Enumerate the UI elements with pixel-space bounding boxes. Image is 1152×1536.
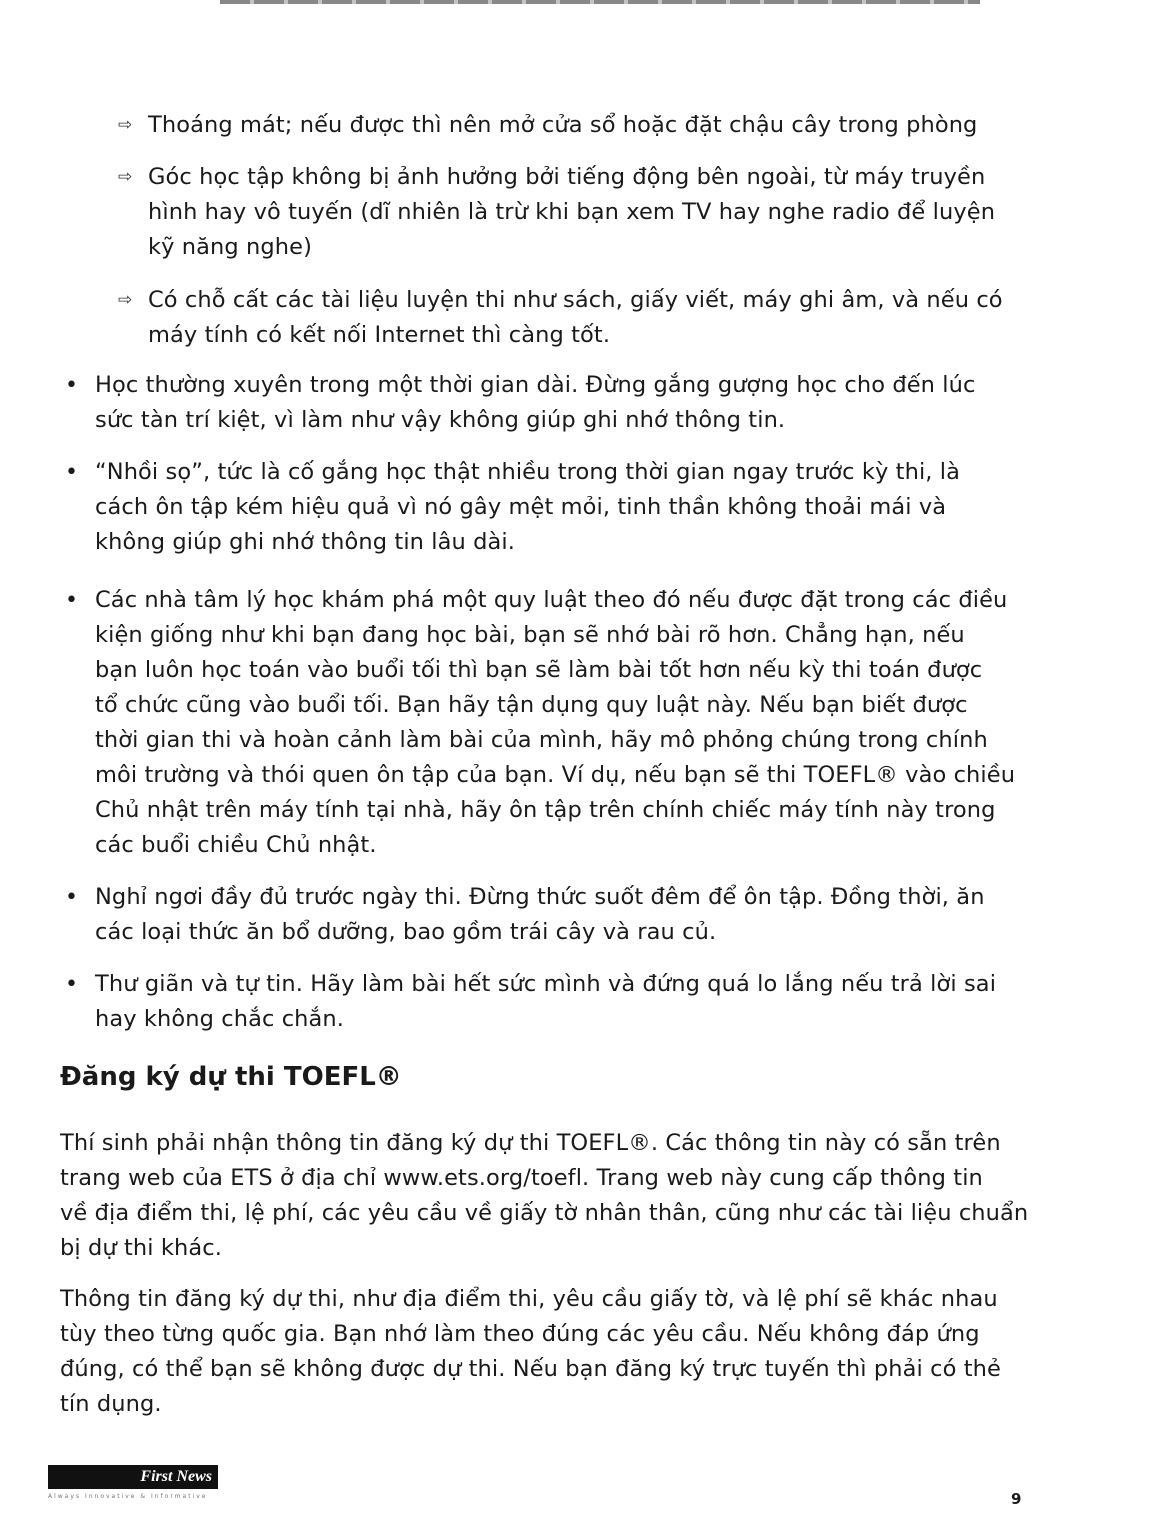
text-line: kiện giống như khi bạn đang học bài, bạn sẽ nhớ bài rõ hơn. Chẳng hạn, nếu [95,622,965,648]
text-line: hình hay vô tuyến (dĩ nhiên là trừ khi bạn xem TV hay nghe radio để luyện [148,199,996,225]
arrow-bullet-icon: ⇨ [118,115,133,135]
bullet-item [65,967,997,1037]
bullet-icon: • [65,460,79,485]
bullet-item [65,583,1016,863]
sub-bullet-item [118,160,996,265]
text-line: Có chỗ cất các tài liệu luyện thi như sách, giấy viết, máy ghi âm, và nếu có [148,287,1003,313]
paragraph [60,1126,1028,1266]
text-line: tín dụng. [60,1391,162,1417]
publisher-logo: First News [48,1465,218,1489]
text-line: Thông tin đăng ký dự thi, như địa điểm thi, yêu cầu giấy tờ, và lệ phí sẽ khác nhau [60,1286,998,1312]
text-line: trang web của ETS ở địa chỉ www.ets.org/toefl. Trang web này cung cấp thông tin [60,1165,983,1191]
bullet-icon: • [65,885,79,910]
text-line: tùy theo từng quốc gia. Bạn nhớ làm theo đúng các yêu cầu. Nếu không đáp ứng [60,1321,980,1347]
text-line: bạn luôn học toán vào buổi tối thì bạn sẽ làm bài tốt hơn nếu kỳ thi toán được [95,657,983,683]
bullet-item [65,880,985,950]
text-line: các buổi chiều Chủ nhật. [95,832,377,858]
text-line: không giúp ghi nhớ thông tin lâu dài. [95,529,516,555]
text-line: kỹ năng nghe) [148,234,312,260]
text-line: Góc học tập không bị ảnh hưởng bởi tiếng động bên ngoài, từ máy truyền [148,164,986,190]
bullet-icon: • [65,588,79,613]
arrow-bullet-icon: ⇨ [118,167,133,187]
text-line: sức tàn trí kiệt, vì làm như vậy không giúp ghi nhớ thông tin. [95,407,786,433]
sub-bullet-item [118,108,978,143]
text-line: “Nhồi sọ”, tức là cố gắng học thật nhiều trong thời gian ngay trước kỳ thi, là [95,459,961,485]
text-line: Các nhà tâm lý học khám phá một quy luật theo đó nếu được đặt trong các điều [95,587,1008,613]
page-number: 9 [1011,1490,1022,1508]
paragraph [60,1282,1001,1422]
text-line: thời gian thi và hoàn cảnh làm bài của mình, hãy mô phỏng chúng trong chính [95,727,988,753]
bullet-icon: • [65,972,79,997]
arrow-bullet-icon: ⇨ [118,290,133,310]
text-line: Nghỉ ngơi đầy đủ trước ngày thi. Đừng thức suốt đêm để ôn tập. Đồng thời, ăn [95,884,985,910]
sub-bullet-item [118,283,1003,353]
text-line: Chủ nhật trên máy tính tại nhà, hãy ôn tập trên chính chiếc máy tính này trong [95,797,996,823]
text-line: máy tính có kết nối Internet thì càng tốt. [148,322,611,348]
text-line: môi trường và thói quen ôn tập của bạn. Ví dụ, nếu bạn sẽ thi TOEFL® vào chiều [95,762,1016,788]
text-line: bị dự thi khác. [60,1235,222,1261]
header-rule [220,0,980,4]
bullet-icon: • [65,373,79,398]
bullet-item [65,368,976,438]
bullet-item [65,455,961,560]
text-line: Thí sinh phải nhận thông tin đăng ký dự thi TOEFL®. Các thông tin này có sẵn trên [60,1130,1001,1156]
text-line: hay không chắc chắn. [95,1006,345,1032]
text-line: các loại thức ăn bổ dưỡng, bao gồm trái cây và rau củ. [95,919,717,945]
text-line: Học thường xuyên trong một thời gian dài. Đừng gắng gượng học cho đến lúc [95,372,976,398]
text-line: về địa điểm thi, lệ phí, các yêu cầu về giấy tờ nhân thân, cũng như các tài liệu chuẩn [60,1200,1029,1226]
publisher-tagline: Always Innovative & Informative [48,1493,208,1500]
text-line: cách ôn tập kém hiệu quả vì nó gây mệt mỏi, tinh thần không thoải mái và [95,494,947,520]
text-line: Thư giãn và tự tin. Hãy làm bài hết sức mình và đứng quá lo lắng nếu trả lời sai [95,971,997,997]
text-line: đúng, có thể bạn sẽ không được dự thi. Nếu bạn đăng ký trực tuyến thì phải có thẻ [60,1356,1001,1382]
text-line: Thoáng mát; nếu được thì nên mở cửa sổ hoặc đặt chậu cây trong phòng [148,112,978,138]
section-heading: Đăng ký dự thi TOEFL® [60,1062,402,1092]
text-line: tổ chức cũng vào buổi tối. Bạn hãy tận dụng quy luật này. Nếu bạn biết được [95,692,968,718]
